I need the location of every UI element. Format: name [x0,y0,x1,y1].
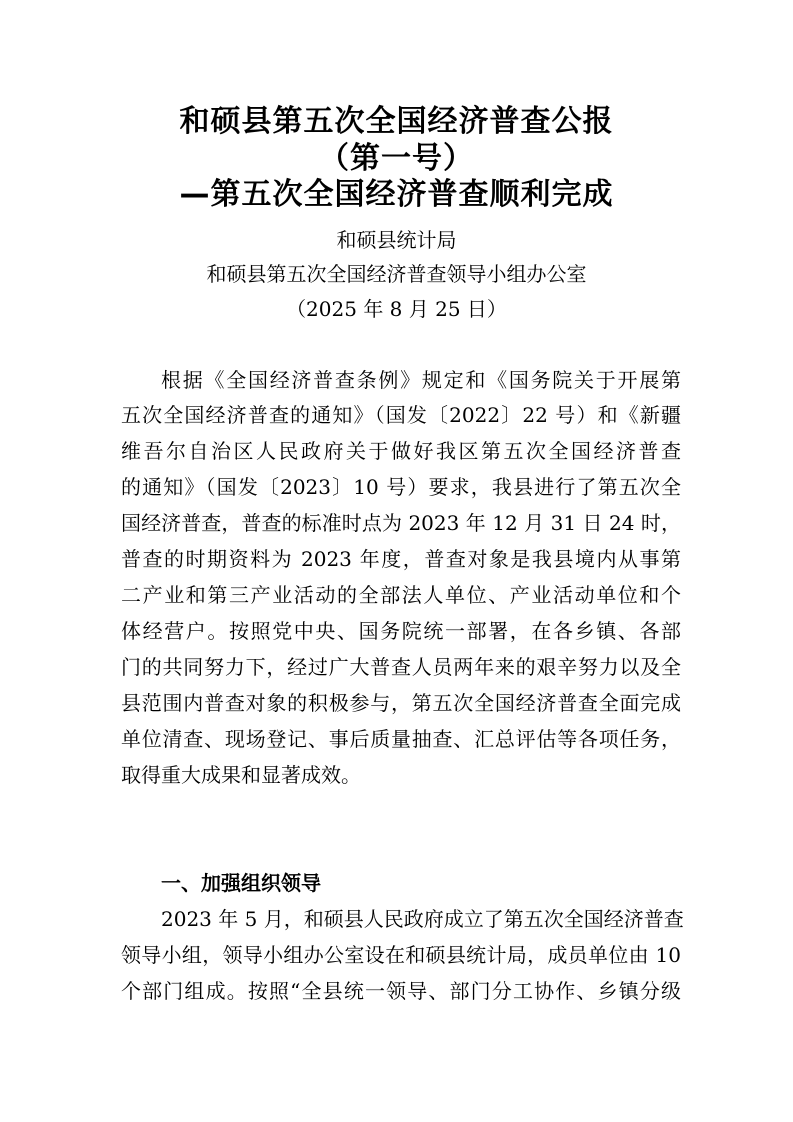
paragraph-1-line: 县范围内普查对象的积极参与，第五次全国经济普查全面完成 [121,691,681,715]
paragraph-1-line: 二产业和第三产业活动的全部法人单位、产业活动单位和个 [121,583,681,607]
paragraph-1-line: 取得重大成果和显著成效。 [121,763,361,787]
issuer-census-office: 和硕县第五次全国经济普查领导小组办公室 [206,262,587,286]
paragraph-1-line: 维吾尔自治区人民政府关于做好我区第五次全国经济普查 [121,439,681,463]
paragraph-1-line: 五次全国经济普查的通知》（国发〔2022〕22 号）和《新疆 [121,403,681,427]
document-title-line-1: 和硕县第五次全国经济普查公报 [179,104,614,139]
paragraph-1-line: 根据《全国经济普查条例》规定和《国务院关于开展第 [161,368,681,392]
paragraph-1-line: 体经营户。按照党中央、国务院统一部署，在各乡镇、各部 [121,619,681,643]
document-subtitle-line: —第五次全国经济普查顺利完成 [179,177,614,212]
document-title-line-2: （第一号） [319,141,474,176]
publication-date: （2025 年 8 月 25 日） [286,297,507,321]
paragraph-2-line: 个部门组成。按照“全县统一领导、部门分工协作、乡镇分级 [121,979,681,1003]
section-1-heading: 一、加强组织领导 [161,871,321,895]
paragraph-2-line: 领导小组，领导小组办公室设在和硕县统计局，成员单位由 10 [121,943,681,967]
paragraph-2-line: 2023 年 5 月，和硕县人民政府成立了第五次全国经济普查 [161,907,684,931]
paragraph-1-line: 普查的时期资料为 2023 年度，普查对象是我县境内从事第 [121,547,681,571]
paragraph-1-line: 国经济普查，普查的标准时点为 2023 年 12 月 31 日 24 时， [121,511,681,535]
paragraph-1-line: 门的共同努力下，经过广大普查人员两年来的艰辛努力以及全 [121,655,681,679]
paragraph-1-line: 的通知》（国发〔2023〕10 号）要求，我县进行了第五次全 [121,475,681,499]
paragraph-1-line: 单位清查、现场登记、事后质量抽查、汇总评估等各项任务， [121,727,681,751]
issuer-statistics-bureau: 和硕县统计局 [336,228,457,252]
